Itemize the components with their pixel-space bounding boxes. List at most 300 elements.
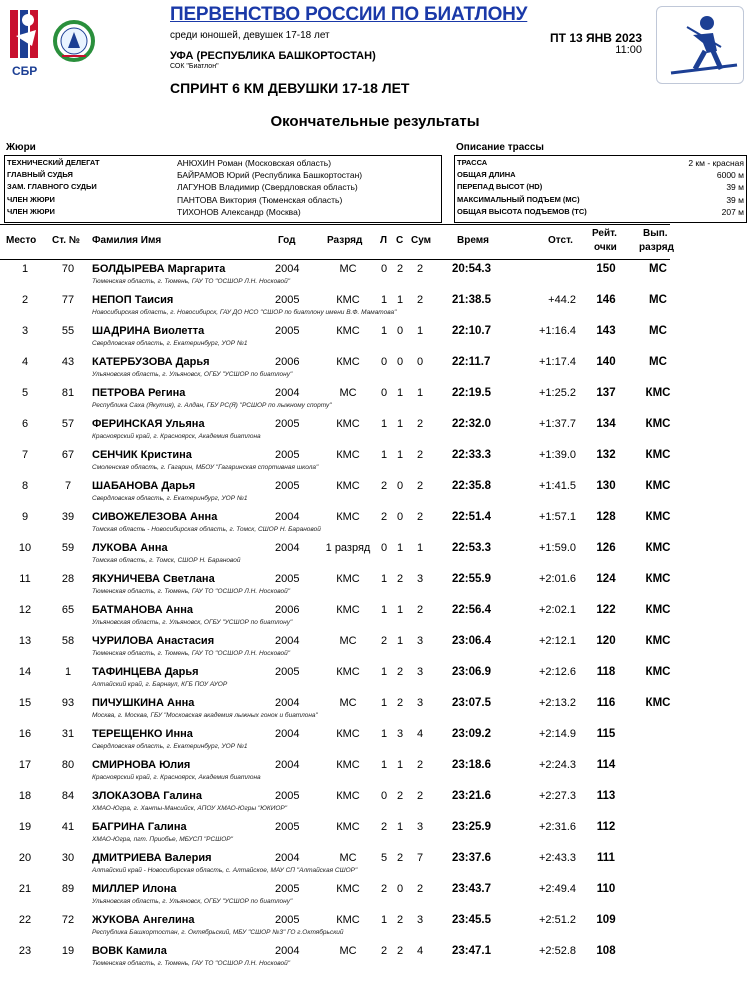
- bib-cell: 59: [61, 542, 75, 554]
- prone-misses: 1: [380, 914, 388, 926]
- rating-points: 112: [596, 821, 616, 833]
- rating-points: 132: [596, 449, 616, 461]
- jury-member: БАЙРАМОВ Юрий (Республика Башкортостан): [177, 170, 363, 180]
- results-title: Окончательные результаты: [270, 113, 480, 130]
- sport-rank: КМС: [336, 821, 360, 833]
- total-misses: 3: [416, 635, 424, 647]
- prone-misses: 1: [380, 604, 388, 616]
- standing-misses: 2: [396, 697, 404, 709]
- achieved-rank: КМС: [645, 573, 671, 585]
- finish-time: 20:54.3: [452, 263, 492, 275]
- jury-member: АНЮХИН Роман (Московская область): [177, 158, 332, 168]
- achieved-rank: МС: [649, 294, 667, 306]
- birth-year: 2005: [275, 418, 300, 430]
- total-misses: 2: [416, 480, 424, 492]
- athlete-name: ТАФИНЦЕВА Дарья: [92, 666, 199, 678]
- birth-year: 2004: [275, 635, 300, 647]
- jury-role: ТЕХНИЧЕСКИЙ ДЕЛЕГАТ: [7, 158, 100, 167]
- rating-points: 114: [596, 759, 616, 771]
- sport-rank: КМС: [336, 914, 360, 926]
- course-title: Описание трассы: [456, 142, 544, 153]
- table-row: [0, 385, 750, 416]
- place-cell: 19: [18, 821, 32, 833]
- total-misses: 3: [416, 697, 424, 709]
- athlete-club: Красноярский край, г. Красноярск, Академия биатлона: [92, 774, 261, 781]
- finish-time: 23:37.6: [452, 852, 492, 864]
- jury-row: [7, 181, 439, 193]
- col-name: Фамилия Имя: [92, 235, 162, 246]
- sport-rank: КМС: [336, 449, 360, 461]
- sport-rank: МС: [339, 635, 357, 647]
- sport-rank: КМС: [336, 325, 360, 337]
- birth-year: 2005: [275, 449, 300, 461]
- birth-year: 2005: [275, 821, 300, 833]
- birth-year: 2005: [275, 325, 300, 337]
- rating-points: 120: [596, 635, 616, 647]
- finish-time: 22:35.8: [452, 480, 492, 492]
- table-row: [0, 633, 750, 664]
- birth-year: 2005: [275, 480, 300, 492]
- time-behind: +2:02.1: [538, 604, 576, 616]
- standing-misses: 1: [396, 542, 404, 554]
- table-row: [0, 292, 750, 323]
- athlete-name: ВОВК Камила: [92, 945, 167, 957]
- birth-year: 2004: [275, 759, 300, 771]
- sport-rank: МС: [339, 945, 357, 957]
- total-misses: 2: [416, 604, 424, 616]
- event-venue: СОК "Биатлон": [170, 63, 219, 70]
- athlete-name: ШАБАНОВА Дарья: [92, 480, 196, 492]
- athlete-name: ПЕТРОВА Регина: [92, 387, 186, 399]
- sport-rank: КМС: [336, 604, 360, 616]
- jury-title: Жюри: [6, 142, 36, 153]
- prone-misses: 1: [380, 666, 388, 678]
- time-behind: +2:27.3: [538, 790, 576, 802]
- prone-misses: 2: [380, 511, 388, 523]
- athlete-club: Свердловская область, г. Екатеринбург, УОР №1: [92, 743, 248, 750]
- athlete-club: Тюменская область, г. Тюмень, ГАУ ТО "ОСШОР Л.Н. Носковой": [92, 650, 291, 657]
- place-cell: 23: [18, 945, 32, 957]
- place-cell: 6: [21, 418, 29, 430]
- course-row: [457, 206, 744, 218]
- athlete-name: БОЛДЫРЕВА Маргарита: [92, 263, 226, 275]
- achieved-rank: КМС: [645, 387, 671, 399]
- table-row: [0, 571, 750, 602]
- achieved-rank: МС: [649, 325, 667, 337]
- finish-time: 22:11.7: [452, 356, 491, 368]
- athlete-club: Ульяновская область, г. Ульяновск, ОГБУ "УСШОР по биатлону": [92, 898, 293, 905]
- standing-misses: 1: [396, 635, 404, 647]
- finish-time: 22:55.9: [452, 573, 492, 585]
- sport-rank: КМС: [336, 666, 360, 678]
- rating-points: 140: [596, 356, 616, 368]
- sbr-logo-text: СБР: [12, 64, 38, 78]
- time-behind: +2:13.2: [538, 697, 576, 709]
- athlete-name: НЕПОП Таисия: [92, 294, 174, 306]
- rating-points: 150: [596, 263, 616, 275]
- birth-year: 2006: [275, 356, 300, 368]
- bib-cell: 31: [61, 728, 75, 740]
- prone-misses: 1: [380, 728, 388, 740]
- col-place: Место: [6, 235, 37, 246]
- time-behind: +44.2: [548, 294, 576, 306]
- prone-misses: 1: [380, 325, 388, 337]
- standing-misses: 2: [396, 945, 404, 957]
- competition-title[interactable]: ПЕРВЕНСТВО РОССИИ ПО БИАТЛОНУ: [170, 4, 528, 25]
- place-cell: 9: [21, 511, 29, 523]
- rating-points: 110: [596, 883, 616, 895]
- athlete-club: Тюменская область, г. Тюмень, ГАУ ТО "ОСШОР Л.Н. Носковой": [92, 960, 291, 967]
- bib-cell: 55: [61, 325, 75, 337]
- achieved-rank: КМС: [645, 604, 671, 616]
- place-cell: 12: [18, 604, 32, 616]
- bib-cell: 7: [64, 480, 72, 492]
- athlete-name: МИЛЛЕР Илона: [92, 883, 177, 895]
- birth-year: 2005: [275, 914, 300, 926]
- rating-points: 146: [596, 294, 616, 306]
- standing-misses: 1: [396, 294, 404, 306]
- bib-cell: 58: [61, 635, 75, 647]
- prone-misses: 1: [380, 449, 388, 461]
- standing-misses: 1: [396, 418, 404, 430]
- sport-rank: МС: [339, 697, 357, 709]
- birth-year: 2005: [275, 883, 300, 895]
- table-row: [0, 447, 750, 478]
- total-misses: 2: [416, 790, 424, 802]
- table-row: [0, 664, 750, 695]
- total-misses: 2: [416, 263, 424, 275]
- standing-misses: 2: [396, 573, 404, 585]
- place-cell: 20: [18, 852, 32, 864]
- birth-year: 2004: [275, 263, 300, 275]
- course-key: ОБЩАЯ ВЫСОТА ПОДЪЕМОВ (TC): [457, 207, 587, 216]
- course-row: [457, 157, 744, 169]
- col-bib: Ст. №: [52, 235, 80, 246]
- course-row: [457, 181, 744, 193]
- athlete-name: СИВОЖЕЛЕЗОВА Анна: [92, 511, 218, 523]
- birth-year: 2005: [275, 790, 300, 802]
- standing-misses: 0: [396, 511, 404, 523]
- table-row: [0, 912, 750, 943]
- bib-cell: 1: [64, 666, 72, 678]
- athlete-name: СЕНЧИК Кристина: [92, 449, 192, 461]
- time-behind: +1:41.5: [538, 480, 576, 492]
- finish-time: 22:56.4: [452, 604, 492, 616]
- finish-time: 23:43.7: [452, 883, 492, 895]
- table-row: [0, 943, 750, 974]
- jury-row: [7, 194, 439, 206]
- rating-points: 109: [596, 914, 616, 926]
- athlete-club: ХМАО-Югра, г. Ханты-Мансийск, АПОУ ХМАО-Югры "ЮКИОР": [92, 805, 288, 812]
- rating-points: 108: [596, 945, 616, 957]
- place-cell: 7: [21, 449, 29, 461]
- bib-cell: 72: [61, 914, 75, 926]
- bib-cell: 65: [61, 604, 75, 616]
- standing-misses: 1: [396, 821, 404, 833]
- birth-year: 2004: [275, 697, 300, 709]
- course-row: [457, 169, 744, 181]
- total-misses: 4: [416, 728, 424, 740]
- athlete-name: ДМИТРИЕВА Валерия: [92, 852, 212, 864]
- athlete-name: БАТМАНОВА Анна: [92, 604, 193, 616]
- birth-year: 2005: [275, 573, 300, 585]
- sport-rank: 1 разряд: [325, 542, 371, 554]
- standing-misses: 0: [396, 480, 404, 492]
- bib-cell: 30: [61, 852, 75, 864]
- finish-time: 22:51.4: [452, 511, 492, 523]
- table-row: [0, 757, 750, 788]
- place-cell: 1: [21, 263, 29, 275]
- bib-cell: 28: [61, 573, 75, 585]
- birth-year: 2005: [275, 294, 300, 306]
- athlete-name: ЛУКОВА Анна: [92, 542, 168, 554]
- time-behind: +2:14.9: [538, 728, 576, 740]
- standing-misses: 2: [396, 666, 404, 678]
- time-behind: +2:01.6: [538, 573, 576, 585]
- total-misses: 2: [416, 759, 424, 771]
- standing-misses: 1: [396, 604, 404, 616]
- time-behind: +2:31.6: [538, 821, 576, 833]
- place-cell: 16: [18, 728, 32, 740]
- sport-rank: КМС: [336, 728, 360, 740]
- athlete-club: Москва, г. Москва, ГБУ "Московская академия лыжных гонок и биатлона": [92, 712, 318, 719]
- athlete-club: Алтайский край, г. Барнаул, КГБ ПОУ АУОР: [92, 681, 228, 688]
- athlete-club: Томская область - Новосибирская область, г. Томск, СШОР Н. Барановой: [92, 526, 321, 533]
- prone-misses: 1: [380, 573, 388, 585]
- place-cell: 17: [18, 759, 32, 771]
- sport-rank: КМС: [336, 480, 360, 492]
- bib-cell: 39: [61, 511, 75, 523]
- standing-misses: 2: [396, 790, 404, 802]
- bib-cell: 77: [61, 294, 75, 306]
- bib-cell: 57: [61, 418, 75, 430]
- course-value: 39 м: [726, 195, 744, 205]
- rating-points: 130: [596, 480, 616, 492]
- total-misses: 3: [416, 573, 424, 585]
- sport-rank: МС: [339, 852, 357, 864]
- athlete-name: ЧУРИЛОВА Анастасия: [92, 635, 215, 647]
- standing-misses: 0: [396, 325, 404, 337]
- total-misses: 3: [416, 914, 424, 926]
- place-cell: 13: [18, 635, 32, 647]
- athlete-name: ШАДРИНА Виолетта: [92, 325, 205, 337]
- finish-time: 23:09.2: [452, 728, 492, 740]
- finish-time: 23:47.1: [452, 945, 492, 957]
- birth-year: 2004: [275, 511, 300, 523]
- achieved-rank: КМС: [645, 418, 671, 430]
- time-behind: +2:12.1: [538, 635, 576, 647]
- athlete-name: ЯКУНИЧЕВА Светлана: [92, 573, 215, 585]
- jury-role: ЗАМ. ГЛАВНОГО СУДЬИ: [7, 182, 97, 191]
- table-row: [0, 850, 750, 881]
- results-table-header: [0, 224, 674, 260]
- birth-year: 2004: [275, 542, 300, 554]
- athlete-club: Красноярский край, г. Красноярск, Академия биатлона: [92, 433, 261, 440]
- prone-misses: 0: [380, 356, 388, 368]
- athlete-club: Республика Саха (Якутия), г. Алдан, ГБУ РС(Я) "РСШОР по лыжному спорту": [92, 402, 332, 409]
- standing-misses: 1: [396, 449, 404, 461]
- achieved-rank: МС: [649, 356, 667, 368]
- col-diff: Отст.: [548, 235, 573, 246]
- sport-rank: КМС: [336, 883, 360, 895]
- jury-role: ЧЛЕН ЖЮРИ: [7, 207, 55, 216]
- athlete-club: Свердловская область, г. Екатеринбург, УОР №1: [92, 340, 248, 347]
- time-behind: +1:57.1: [538, 511, 576, 523]
- place-cell: 4: [21, 356, 29, 368]
- place-cell: 8: [21, 480, 29, 492]
- course-value: 2 км - красная: [688, 158, 744, 168]
- jury-box: [4, 155, 442, 223]
- table-row: [0, 261, 750, 292]
- time-behind: +2:43.3: [538, 852, 576, 864]
- place-cell: 11: [19, 573, 31, 585]
- achieved-rank: КМС: [645, 697, 671, 709]
- course-row: [457, 194, 744, 206]
- total-misses: 1: [416, 325, 424, 337]
- sport-rank: КМС: [336, 294, 360, 306]
- athlete-club: Ульяновская область, г. Ульяновск, ОГБУ "УСШОР по биатлону": [92, 371, 293, 378]
- finish-time: 22:33.3: [452, 449, 492, 461]
- finish-time: 21:38.5: [452, 294, 492, 306]
- sport-rank: МС: [339, 387, 357, 399]
- prone-misses: 2: [380, 883, 388, 895]
- sbr-logo: [6, 6, 46, 80]
- place-cell: 2: [21, 294, 29, 306]
- rating-points: 118: [596, 666, 616, 678]
- rating-points: 115: [596, 728, 616, 740]
- col-rank: Разряд: [327, 235, 363, 246]
- place-cell: 3: [21, 325, 29, 337]
- event-city: УФА (РЕСПУБЛИКА БАШКОРТОСТАН): [170, 50, 376, 62]
- rating-points: 116: [596, 697, 616, 709]
- place-cell: 15: [18, 697, 32, 709]
- bib-cell: 70: [61, 263, 75, 275]
- athlete-club: Томская область, г. Томск, СШОР Н. Барановой: [92, 557, 241, 564]
- achieved-rank: КМС: [645, 449, 671, 461]
- achieved-rank: КМС: [645, 542, 671, 554]
- birth-year: 2005: [275, 666, 300, 678]
- prone-misses: 0: [380, 263, 388, 275]
- standing-misses: 2: [396, 914, 404, 926]
- standing-misses: 0: [396, 883, 404, 895]
- athlete-club: Новосибирская область, г. Новосибирск, ГАУ ДО НСО "СШОР по биатлону имени В.Ф. Маматова": [92, 309, 397, 316]
- place-cell: 22: [18, 914, 32, 926]
- event-name: СПРИНТ 6 КМ ДЕВУШКИ 17-18 ЛЕТ: [170, 80, 410, 96]
- jury-member: ПАНТОВА Виктория (Тюменская область): [177, 195, 343, 205]
- federation-emblem: [52, 8, 96, 78]
- jury-role: ГЛАВНЫЙ СУДЬЯ: [7, 170, 73, 179]
- athlete-name: ТЕРЕЩЕНКО Инна: [92, 728, 193, 740]
- achieved-rank: МС: [649, 263, 667, 275]
- sport-rank: КМС: [336, 356, 360, 368]
- finish-time: 23:18.6: [452, 759, 492, 771]
- prone-misses: 1: [380, 294, 388, 306]
- total-misses: 0: [416, 356, 424, 368]
- finish-time: 22:32.0: [452, 418, 492, 430]
- achieved-rank: КМС: [645, 666, 671, 678]
- table-row: [0, 509, 750, 540]
- table-row: [0, 323, 750, 354]
- course-value: 207 м: [721, 207, 744, 217]
- course-key: ТРАССА: [457, 158, 488, 167]
- time-behind: +1:37.7: [538, 418, 576, 430]
- athlete-club: Свердловская область, г. Екатеринбург, УОР №1: [92, 495, 248, 502]
- biathlon-pictogram: [656, 6, 744, 84]
- total-misses: 2: [416, 883, 424, 895]
- prone-misses: 0: [380, 790, 388, 802]
- athlete-name: ЗЛОКАЗОВА Галина: [92, 790, 202, 802]
- time-behind: +1:59.0: [538, 542, 576, 554]
- sport-rank: КМС: [336, 511, 360, 523]
- col-discharge-2: разряд: [639, 242, 674, 253]
- total-misses: 1: [416, 542, 424, 554]
- athlete-name: БАГРИНА Галина: [92, 821, 187, 833]
- finish-time: 22:19.5: [452, 387, 492, 399]
- standing-misses: 1: [396, 759, 404, 771]
- athlete-club: ХМАО-Югра, пгт. Приобье, МБУСП "РСШОР": [92, 836, 233, 843]
- col-s: С: [396, 235, 404, 246]
- course-key: ОБЩАЯ ДЛИНА: [457, 170, 516, 179]
- athlete-club: Республика Башкортостан, г. Октябрьский, МБУ "СШОР №3" ГО г.Октябрьский: [92, 929, 344, 936]
- table-row: [0, 602, 750, 633]
- place-cell: 5: [21, 387, 29, 399]
- table-row: [0, 478, 750, 509]
- jury-member: ЛАГУНОВ Владимир (Свердловская область): [177, 182, 358, 192]
- bib-cell: 80: [61, 759, 75, 771]
- jury-row: [7, 169, 439, 181]
- athlete-club: Тюменская область, г. Тюмень, ГАУ ТО "ОСШОР Л.Н. Носковой": [92, 278, 291, 285]
- birth-year: 2004: [275, 728, 300, 740]
- finish-time: 23:06.4: [452, 635, 492, 647]
- sport-rank: КМС: [336, 759, 360, 771]
- table-row: [0, 695, 750, 726]
- event-time: 11:00: [615, 44, 642, 56]
- col-discharge: Вып.: [643, 228, 668, 239]
- finish-time: 23:25.9: [452, 821, 492, 833]
- birth-year: 2004: [275, 852, 300, 864]
- bib-cell: 89: [61, 883, 75, 895]
- finish-time: 23:06.9: [452, 666, 492, 678]
- time-behind: +1:16.4: [538, 325, 576, 337]
- prone-misses: 2: [380, 945, 388, 957]
- table-row: [0, 788, 750, 819]
- athlete-club: Ульяновская область, г. Ульяновск, ОГБУ "УСШОР по биатлону": [92, 619, 293, 626]
- bib-cell: 93: [61, 697, 75, 709]
- bib-cell: 43: [61, 356, 75, 368]
- place-cell: 18: [18, 790, 32, 802]
- finish-time: 22:10.7: [452, 325, 492, 337]
- jury-row: [7, 206, 439, 218]
- course-value: 39 м: [726, 182, 744, 192]
- time-behind: +2:51.2: [538, 914, 576, 926]
- rating-points: 126: [596, 542, 616, 554]
- table-row: [0, 726, 750, 757]
- athlete-name: КАТЕРБУЗОВА Дарья: [92, 356, 210, 368]
- time-behind: +2:12.6: [538, 666, 576, 678]
- bib-cell: 81: [61, 387, 75, 399]
- table-row: [0, 540, 750, 571]
- rating-points: 143: [596, 325, 616, 337]
- standing-misses: 2: [396, 263, 404, 275]
- total-misses: 2: [416, 449, 424, 461]
- place-cell: 14: [18, 666, 32, 678]
- finish-time: 22:53.3: [452, 542, 492, 554]
- standing-misses: 2: [396, 852, 404, 864]
- athlete-name: ЖУКОВА Ангелина: [92, 914, 195, 926]
- achieved-rank: КМС: [645, 635, 671, 647]
- bib-cell: 67: [61, 449, 75, 461]
- total-misses: 7: [416, 852, 424, 864]
